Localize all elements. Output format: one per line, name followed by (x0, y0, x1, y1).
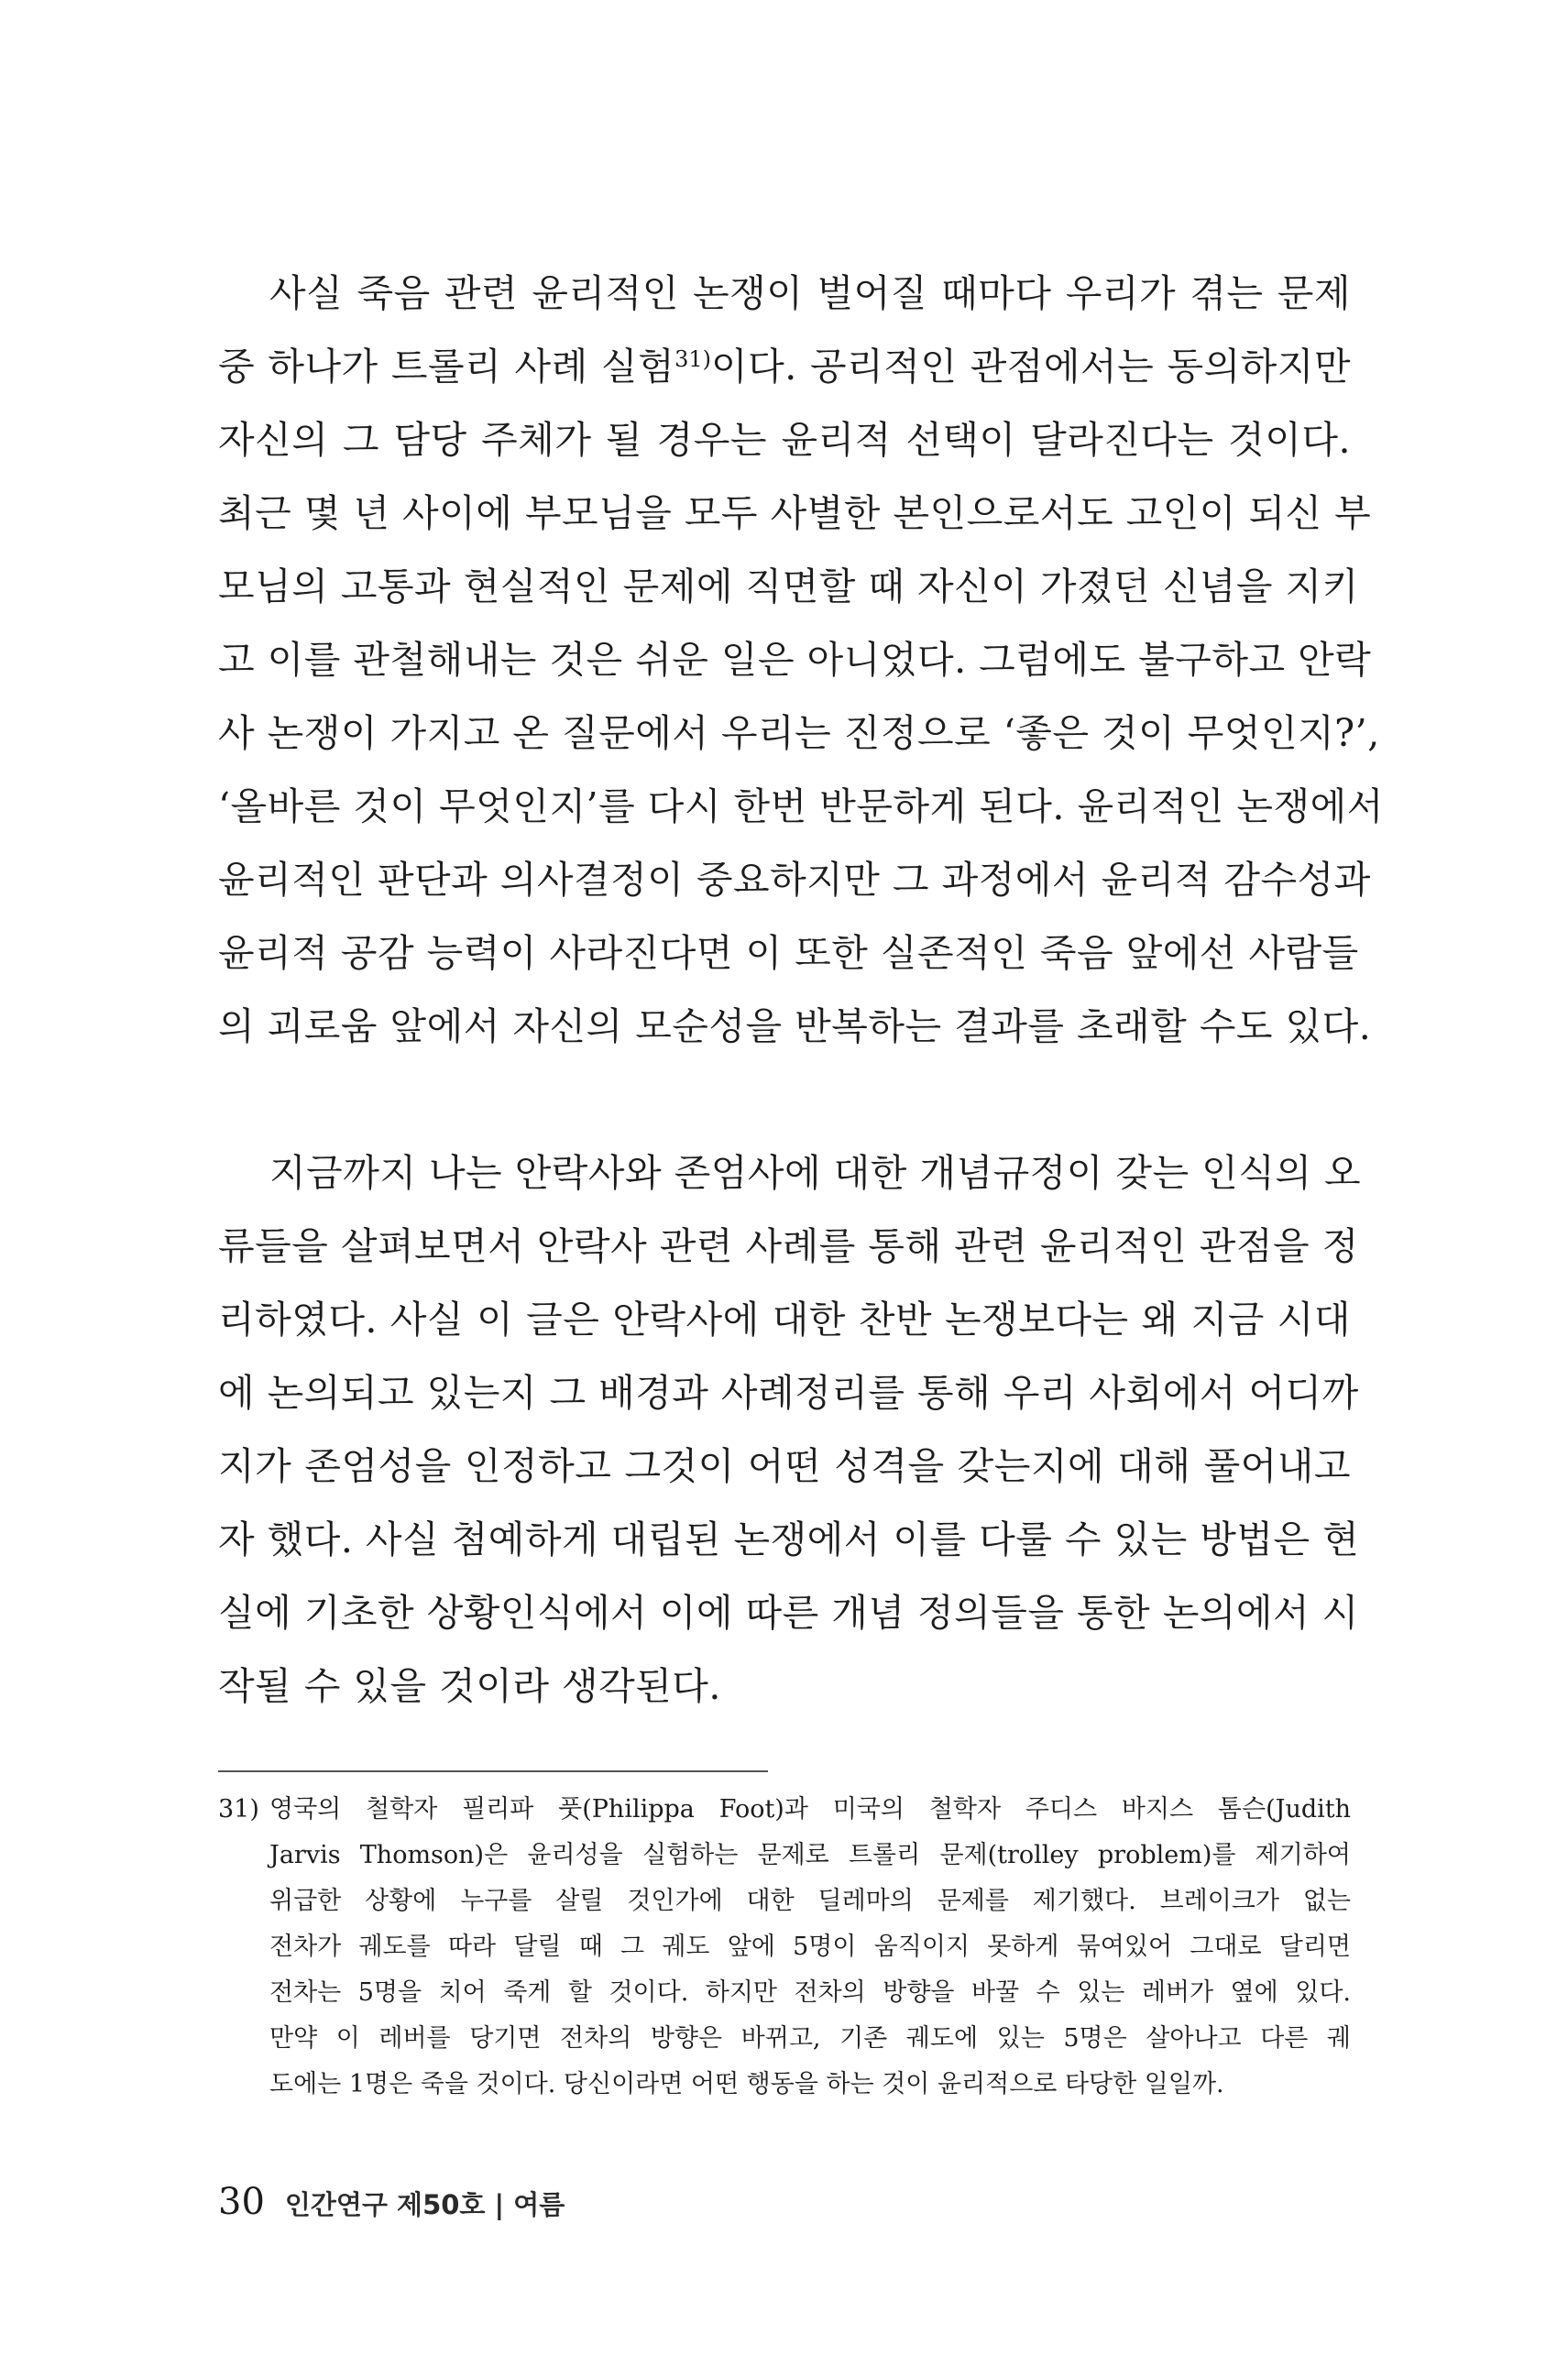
footnote-text (269, 1787, 1351, 2108)
text-line: 모님의 고통과 현실적인 문제에 직면할 때 자신이 가졌던 신념을 지키 (218, 564, 1359, 608)
text-line: 고 이를 관철해내는 것은 쉬운 일은 아니었다. 그럼에도 불구하고 안락 (218, 638, 1372, 682)
text-line: 류들을 살펴보면서 안락사 관련 사례를 통해 관련 윤리적인 관점을 정 (218, 1224, 1359, 1268)
footnote-number: 31) (218, 1795, 259, 1824)
footnote-line: 도에는 1명은 죽을 것이다. 당신이라면 어떤 행동을 하는 것이 윤리적으로 타당한 일일까. (269, 2070, 1224, 2098)
text-line: 에 논의되고 있는지 그 배경과 사례정리를 통해 우리 사회에서 어디까 (218, 1371, 1359, 1415)
text-line: 사 논쟁이 가지고 온 질문에서 우리는 진정으로 ‘좋은 것이 무엇인지?’, (218, 711, 1380, 755)
footnote-line: 만약 이 레버를 당기면 전차의 방향은 바뀌고, 기존 궤도에 있는 5명은 살아나고 다른 궤 (269, 2024, 1351, 2053)
body-text (218, 257, 1384, 1723)
page-footer (218, 2181, 565, 2236)
footnote-line: Jarvis Thomson)은 윤리성을 실험하는 문제로 트롤리 문제(trolley problem)를 제기하여 (269, 1841, 1351, 1869)
text-line: 윤리적 공감 능력이 사라진다면 이 또한 실존적인 죽음 앞에선 사람들 (218, 931, 1359, 975)
text-line: 의 괴로움 앞에서 자신의 모순성을 반복하는 결과를 초래할 수도 있다. (218, 1004, 1372, 1048)
text-line: 지금까지 나는 안락사와 존엄사에 대한 개념규정이 갖는 인식의 오 (269, 1151, 1362, 1195)
text-line: 사실 죽음 관련 윤리적인 논쟁이 벌어질 때마다 우리가 겪는 문제 (269, 271, 1351, 315)
text-line: 최근 몇 년 사이에 부모님을 모두 사별한 본인으로서도 고인이 되신 부 (218, 491, 1372, 535)
footnote-line: 전차는 5명을 치어 죽게 할 것이다. 하지만 전차의 방향을 바꿀 수 있는 레버가 옆에 있다. (269, 1978, 1351, 2007)
footnote-line: 위급한 상황에 누구를 살릴 것인가에 대한 딜레마의 문제를 제기했다. 브레이크가 없는 (269, 1887, 1351, 1915)
text-line: 중 하나가 트롤리 사례 실험$^{31)}$이다. 공리적인 관점에서는 동의하지만 (218, 345, 1352, 389)
text-line (218, 1063, 1351, 1136)
page-number: 30 (218, 2181, 265, 2223)
journal-info: 인간연구 제50호 | 여름 (284, 2189, 565, 2220)
text-line: 작될 수 있을 것이라 생각된다. (218, 1664, 721, 1708)
text-line: 윤리적인 판단과 의사결정이 중요하지만 그 과정에서 윤리적 감수성과 (218, 858, 1371, 902)
text-line: 자 했다. 사실 첨예하게 대립된 논쟁에서 이를 다룰 수 있는 방법은 현 (218, 1517, 1360, 1561)
text-line: 리하였다. 사실 이 글은 안락사에 대한 찬반 논쟁보다는 왜 지금 시대 (218, 1298, 1351, 1342)
footnote-reference: 31) (674, 346, 712, 372)
footnote-divider (218, 1770, 768, 1772)
text-line: ‘올바른 것이 무엇인지’를 다시 한번 반문하게 된다. 윤리적인 논쟁에서 (218, 784, 1384, 828)
text-line: 자신의 그 담당 주체가 될 경우는 윤리적 선택이 달라진다는 것이다. (218, 418, 1351, 462)
footnote-line: 영국의 철학자 필리파 풋(Philippa Foot)과 미국의 철학자 주디스 바지스 톰슨(Judith (269, 1795, 1351, 1824)
text-line: 지가 존엄성을 인정하고 그것이 어떤 성격을 갖는지에 대해 풀어내고 (218, 1444, 1351, 1488)
text-line: 실에 기초한 상황인식에서 이에 따른 개념 정의들을 통한 논의에서 시 (218, 1591, 1359, 1635)
footnote-line: 전차가 궤도를 따라 달릴 때 그 궤도 앞에 5명이 움직이지 못하게 묶여있어 그대로 달리면 (269, 1933, 1351, 1961)
